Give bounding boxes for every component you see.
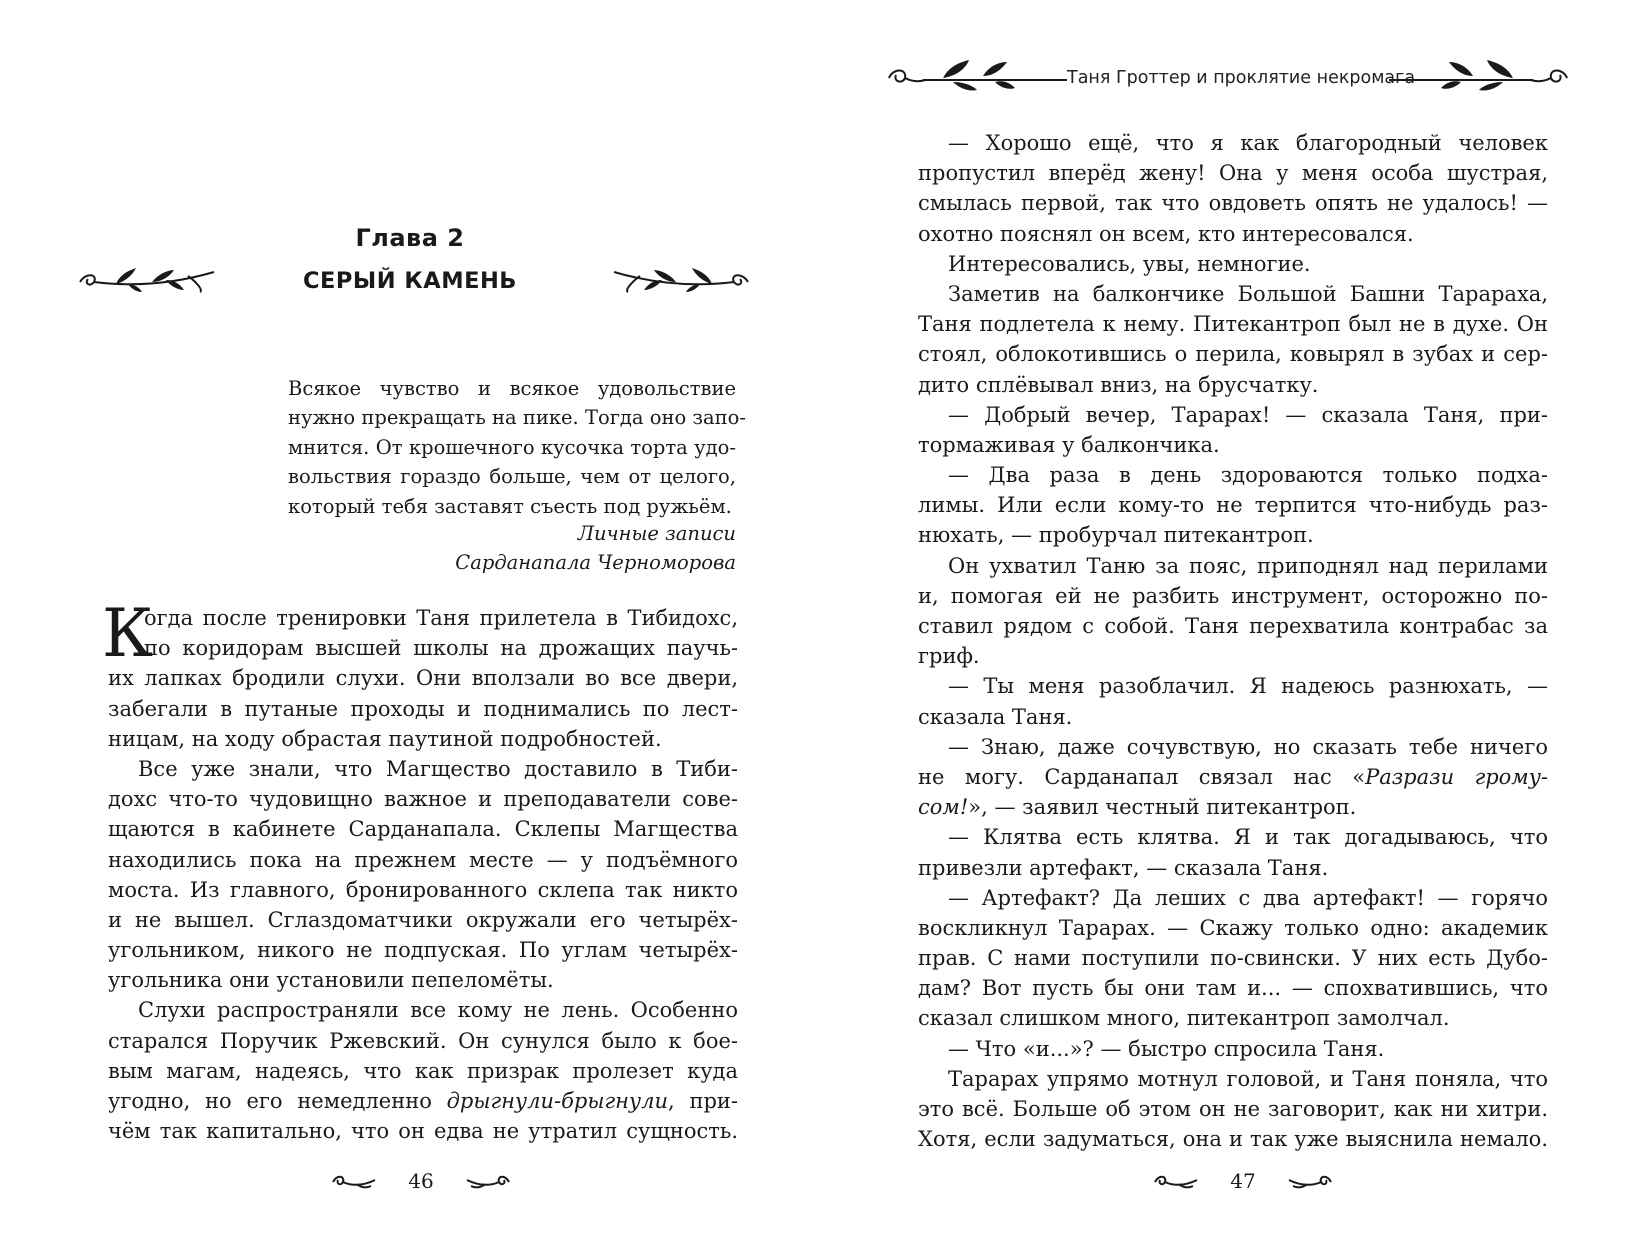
- page-number-left: [331, 1164, 511, 1198]
- text-line: пропустил вперёд жену! Она у меня особа шустрая,: [918, 161, 1548, 186]
- text-line: Слухи распространяли все кому не лень. Особенно: [138, 998, 738, 1023]
- text-line: Он ухватил Таню за пояс, приподнял над перилами: [948, 553, 1548, 578]
- right-page: [815, 0, 1630, 1252]
- text-fragment: , при-: [668, 1089, 738, 1113]
- text-line: [918, 762, 1548, 792]
- italic-phrase: сом!: [918, 795, 969, 820]
- text-line: тормаживая у балкончика.: [918, 432, 1220, 457]
- text-line: их лапках бродили слухи. Они вползали во все двери,: [108, 666, 738, 691]
- text-line: и, помогая ей не разбить инструмент, осторожно по-: [918, 583, 1548, 608]
- page-number-right: [1153, 1164, 1333, 1198]
- text-line: смылась первой, так что овдоветь опять не удалось! —: [918, 191, 1548, 216]
- text-line: [108, 1086, 738, 1116]
- epigraph-line: который тебя заставят съесть под ружьём.: [288, 494, 732, 518]
- text-line: нюхать, — пробурчал питекантроп.: [918, 523, 1314, 548]
- text-line: — Хорошо ещё, что я как благородный человек: [948, 131, 1548, 155]
- text-line: забегали в путаные проходы и поднимались по лест-: [108, 696, 738, 721]
- chapter-number: Глава 2: [355, 224, 465, 252]
- italic-phrase: дрыгнули-брыгнули: [446, 1089, 668, 1113]
- text-line: Все уже знали, что Магщество доставило в Тиби-: [138, 756, 738, 781]
- left-page-body: [108, 603, 738, 1146]
- text-line: — Знаю, даже сочувствую, но сказать тебе ничего: [948, 734, 1548, 759]
- text-line: дам? Вот пусть бы они там и... — спохватившись, что: [918, 976, 1548, 1001]
- text-line: огда после тренировки Таня прилетела в Тибидохс,: [144, 606, 738, 630]
- text-fragment: не могу. Сарданапал связал нас «: [918, 764, 1366, 789]
- epigraph-line: нужно прекращать на пике. Тогда оно запо-: [288, 406, 747, 430]
- text-line: находились пока на прежнем месте — у подъёмного: [108, 847, 738, 872]
- text-line: угольником, никого не подпуская. По углам четырёх-: [108, 938, 738, 963]
- text-line: угольника они установили пепеломёты.: [108, 968, 554, 993]
- text-line: и не вышел. Сглаздоматчики окружали его четырёх-: [108, 907, 738, 932]
- text-line: старался Поручик Ржевский. Он сунулся было к бое-: [108, 1028, 738, 1053]
- text-line: это всё. Больше об этом он не заговорит, как ни хитри.: [918, 1097, 1548, 1121]
- text-line: сказал слишком много, питекантроп замолчал.: [918, 1006, 1450, 1031]
- text-line: ницам, на ходу обрастая паутиной подробностей.: [108, 726, 662, 751]
- epigraph-source: [455, 519, 736, 577]
- text-line: стоял, облокотившись о перила, ковырял в зубах и сер-: [918, 342, 1548, 367]
- text-line: Таня подлетела к нему. Питекантроп был не в духе. Он: [918, 312, 1548, 337]
- epigraph-source-author: Сарданапала Черноморова: [455, 551, 736, 574]
- vine-ornament-icon: [76, 262, 216, 296]
- italic-phrase: Разрази грому-: [1365, 764, 1548, 789]
- text-line: воскликнул Тарарах. — Скажу только одно: академик: [918, 915, 1548, 940]
- running-title: Таня Гроттер и проклятие некромага: [1067, 68, 1416, 88]
- text-line: дохс что-то чудовищно важное и преподаватели сове-: [108, 787, 738, 812]
- epigraph-line: Всякое чувство и всякое удовольствие: [288, 377, 736, 400]
- text-line: — Добрый вечер, Тарарах! — сказала Таня, при-: [948, 402, 1548, 427]
- text-line: чём так капитально, что он едва не утратил сущность.: [108, 1119, 738, 1144]
- text-fragment: », — заявил честный питекантроп.: [968, 795, 1357, 820]
- text-line: Интересовались, увы, немногие.: [948, 251, 1311, 276]
- right-page-body: [918, 128, 1548, 1154]
- flourish-right-icon: [1287, 1172, 1333, 1190]
- text-line: вым магам, надеясь, что как призрак пролезет куда: [108, 1058, 738, 1083]
- text-line: щаются в кабинете Сарданапала. Склепы Магщества: [108, 817, 738, 842]
- drop-cap: К: [102, 595, 154, 672]
- epigraph-line: вольствия гораздо больше, чем от целого,: [288, 465, 736, 489]
- running-header: [883, 56, 1573, 102]
- text-line: ставил рядом с собой. Таня перехватила контрабас за: [918, 614, 1548, 638]
- text-line: по коридорам высшей школы на дрожащих паучь-: [144, 636, 738, 661]
- text-line: — Что «и...»? — быстро спросила Таня.: [948, 1036, 1385, 1061]
- text-line: охотно пояснял он всем, кто интересовался.: [918, 221, 1414, 246]
- text-line: — Ты меня разоблачил. Я надеюсь разнюхать, —: [948, 674, 1548, 699]
- flourish-right-icon: [465, 1172, 511, 1190]
- vine-ornament-icon: [612, 262, 752, 296]
- text-line: лимы. Или если кому-то не терпится что-нибудь раз-: [918, 493, 1548, 518]
- text-line: Хотя, если задуматься, она и так уже выяснила немало.: [918, 1127, 1548, 1152]
- text-line: сказала Таня.: [918, 704, 1073, 729]
- text-line: Заметив на балкончике Большой Башни Тарараха,: [948, 281, 1548, 306]
- text-line: моста. Из главного, бронированного склепа так никто: [108, 877, 738, 902]
- text-line: [918, 792, 1548, 822]
- epigraph-source-line: Личные записи: [577, 522, 736, 545]
- text-line: — Артефакт? Да леших с два артефакт! — горячо: [948, 885, 1548, 910]
- epigraph-line: мнится. От крошечного кусочка торта удо-: [288, 435, 736, 459]
- text-line: привезли артефакт, — сказала Таня.: [918, 855, 1329, 880]
- text-line: Тарарах упрямо мотнул головой, и Таня поняла, что: [948, 1066, 1548, 1091]
- epigraph: [288, 374, 747, 521]
- text-line: — Два раза в день здороваются только подха-: [948, 463, 1548, 488]
- page-number: 47: [1230, 1169, 1256, 1193]
- text-line: прав. С нами поступили по-свински. У них есть Дубо-: [918, 946, 1548, 971]
- text-line: дито сплёвывал вниз, на брусчатку.: [918, 372, 1319, 397]
- text-line: гриф.: [918, 644, 980, 669]
- chapter-title: СЕРЫЙ КАМЕНЬ: [303, 268, 517, 294]
- page-number: 46: [408, 1169, 434, 1193]
- text-fragment: угодно, но его немедленно: [108, 1089, 447, 1113]
- text-line: — Клятва есть клятва. Я и так догадываюсь, что: [948, 825, 1548, 850]
